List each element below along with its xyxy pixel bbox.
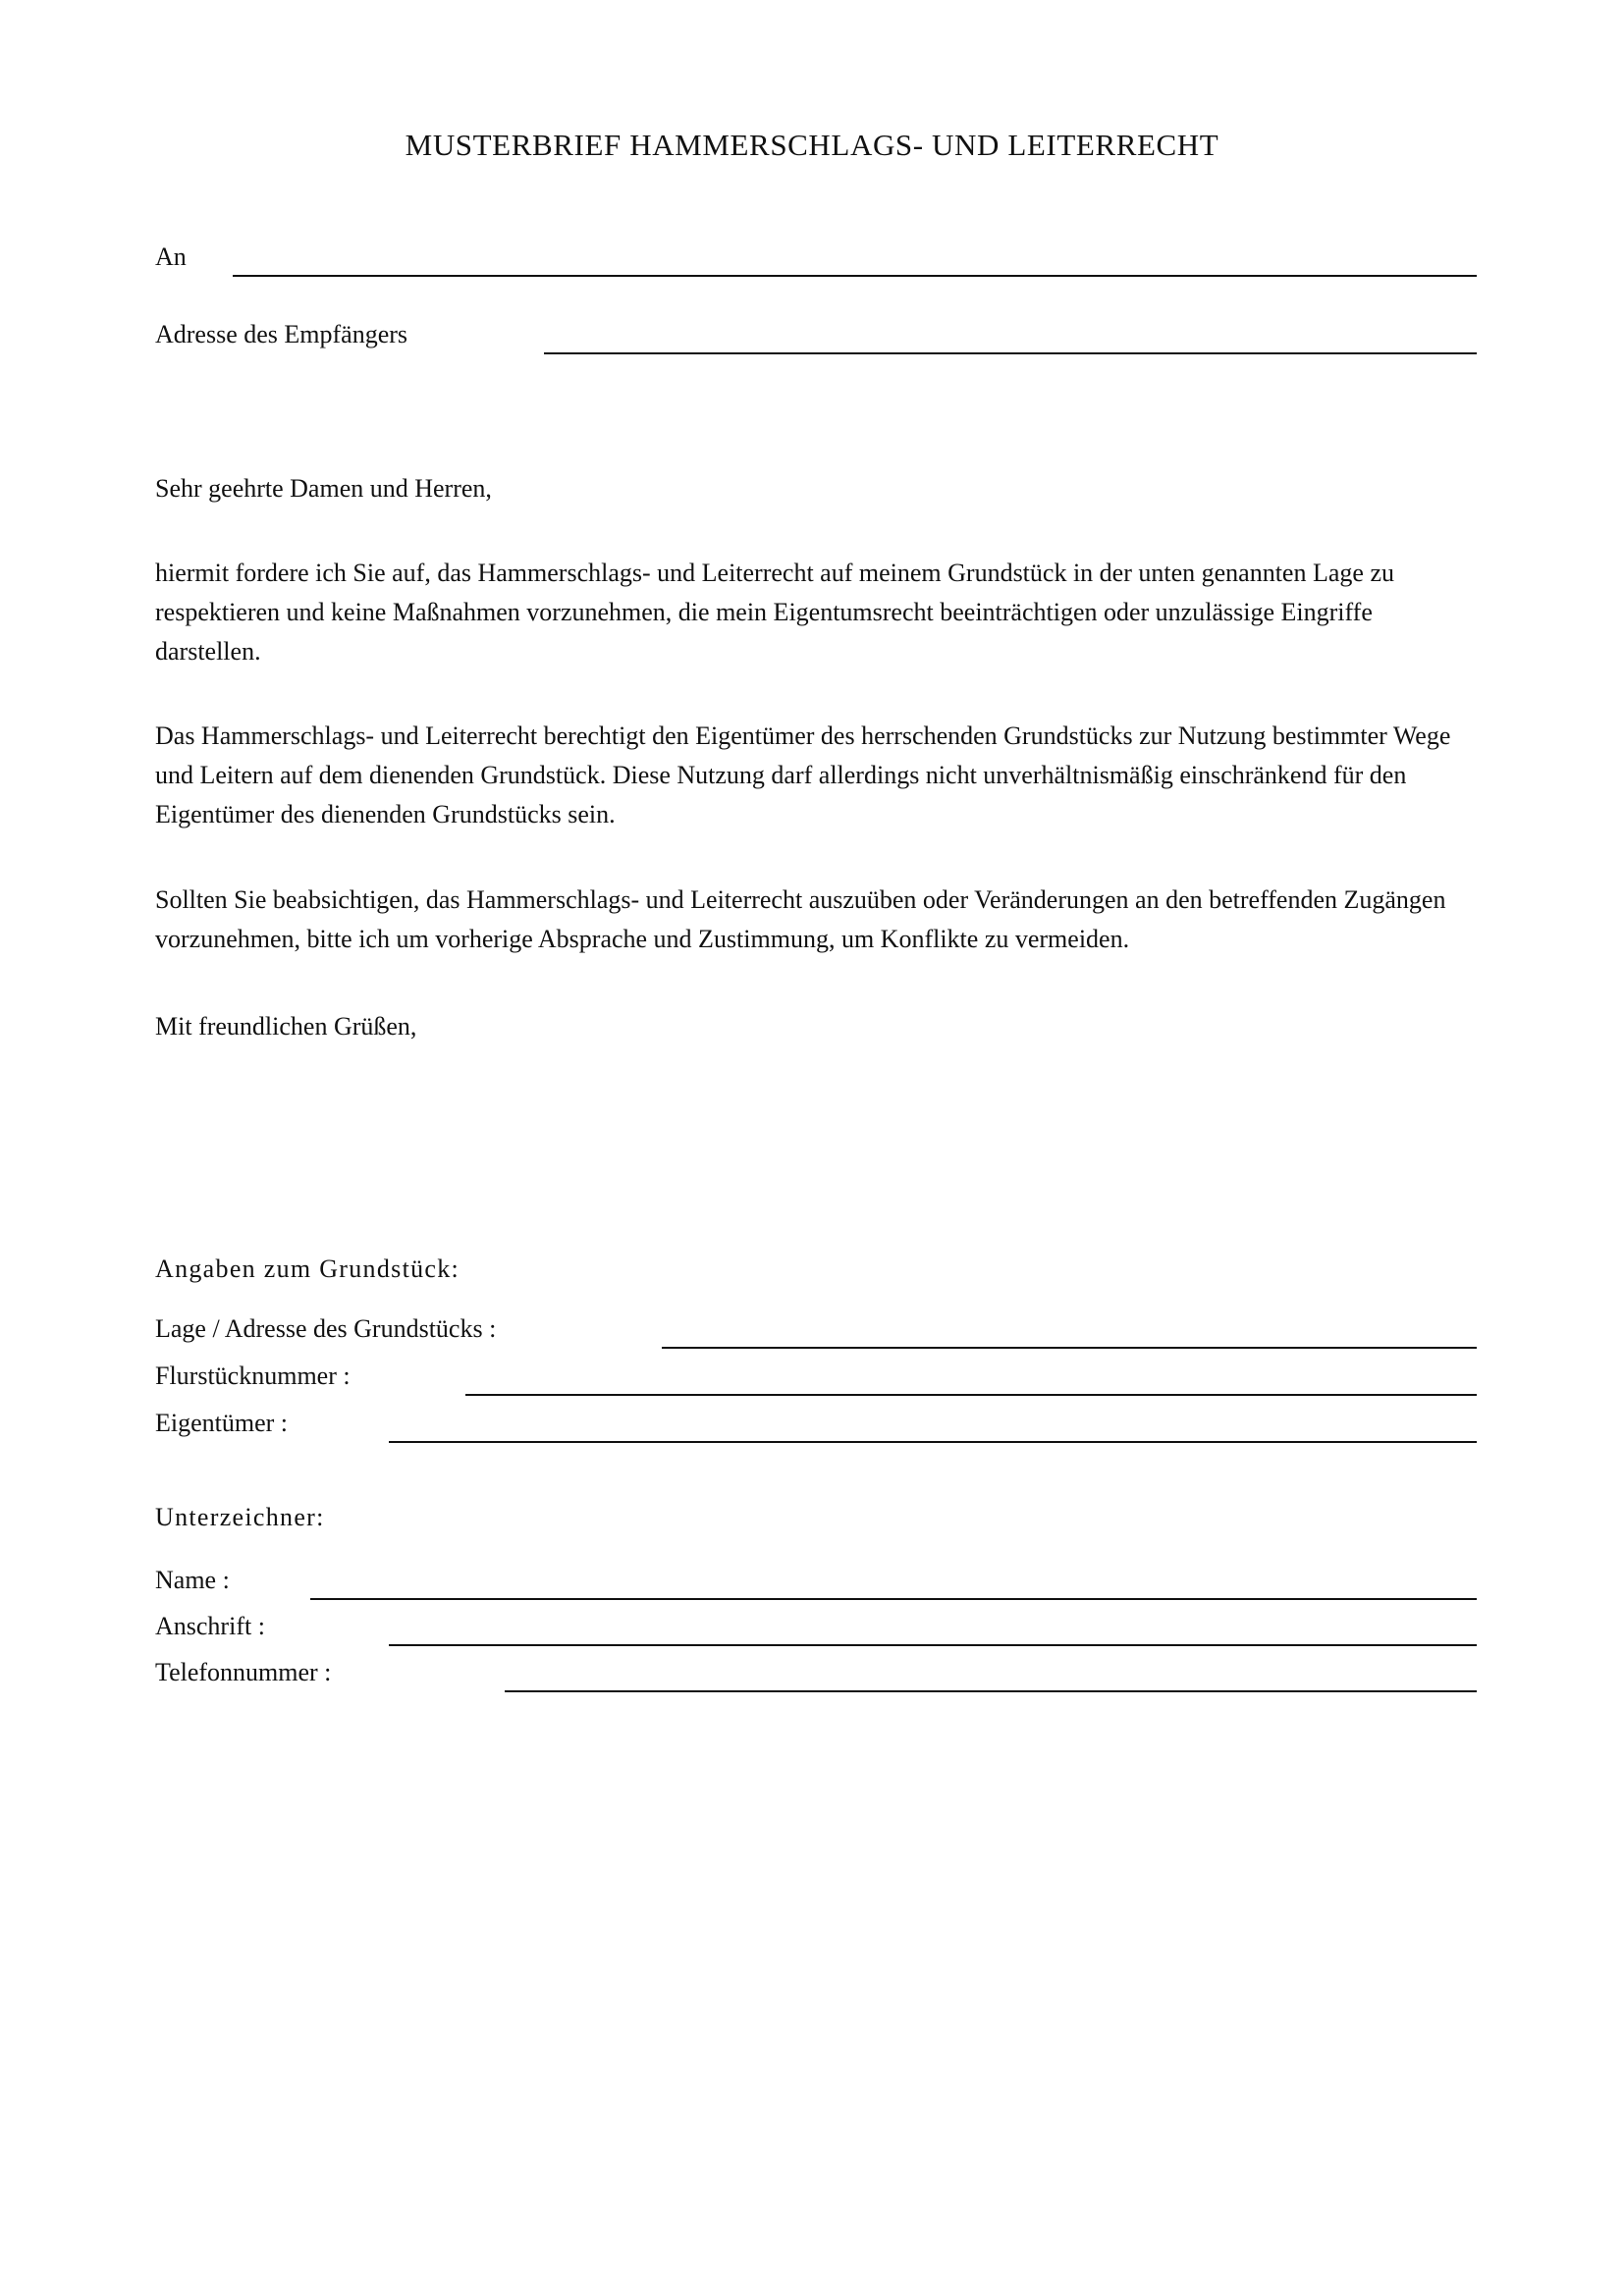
owner-label: Eigentümer : (155, 1409, 289, 1437)
owner-field[interactable] (389, 1441, 1477, 1443)
body-paragraph-2: Das Hammerschlags- und Leiterrecht berechtigt den Eigentümer des herrschenden Grundstücks zur Nutzung bestimmter Wege und Leitern auf dem dienenden Grundstück. Diese Nutzung darf allerdings nicht unverhältnismäßig einschränkend für den Eigentümer des dienenden Grundstücks sein. (155, 721, 1451, 828)
property-location-label: Lage / Adresse des Grundstücks : (155, 1314, 497, 1343)
closing: Mit freundlichen Grüßen, (155, 1012, 417, 1041)
salutation: Sehr geehrte Damen und Herren, (155, 474, 492, 503)
recipient-label: An (155, 242, 187, 271)
signer-name-row (155, 1561, 1477, 1600)
signer-name-field[interactable] (310, 1598, 1477, 1600)
signer-heading: Unterzeichner: (155, 1503, 325, 1531)
body-paragraph-1: hiermit fordere ich Sie auf, das Hammerschlags- und Leiterrecht auf meinem Grundstück in der unten genannten Lage zu respektieren und keine Maßnahmen vorzunehmen, die mein Eigentumsrecht beeinträchtigen oder unzulässige Eingriffe darstellen. (155, 559, 1394, 666)
recipient-address-label: Adresse des Empfängers (155, 320, 408, 348)
recipient-address-field[interactable] (544, 352, 1477, 354)
parcel-number-row (155, 1357, 1477, 1396)
body-paragraph-3: Sollten Sie beabsichtigen, das Hammerschlags- und Leiterrecht auszuüben oder Veränderungen an den betreffenden Zugängen vorzunehmen, bitte ich um vorherige Absprache und Zustimmung, um Konflikte zu vermeiden. (155, 885, 1446, 953)
signer-address-label: Anschrift : (155, 1612, 265, 1640)
signer-phone-label: Telefonnummer : (155, 1658, 332, 1686)
property-location-field[interactable] (662, 1347, 1477, 1349)
parcel-number-field[interactable] (465, 1394, 1477, 1396)
signer-address-row (155, 1607, 1477, 1646)
recipient-address-row (155, 315, 1477, 354)
property-location-row (155, 1309, 1477, 1349)
signer-phone-row (155, 1653, 1477, 1692)
document-title: MUSTERBRIEF HAMMERSCHLAGS- UND LEITERRECHT (405, 128, 1219, 162)
recipient-row (155, 238, 1477, 277)
signer-address-field[interactable] (389, 1644, 1477, 1646)
signer-name-label: Name : (155, 1566, 230, 1594)
parcel-number-label: Flurstücknummer : (155, 1362, 351, 1390)
owner-row (155, 1404, 1477, 1443)
signer-phone-field[interactable] (505, 1690, 1477, 1692)
recipient-field[interactable] (233, 275, 1477, 277)
property-heading: Angaben zum Grundstück: (155, 1255, 460, 1283)
